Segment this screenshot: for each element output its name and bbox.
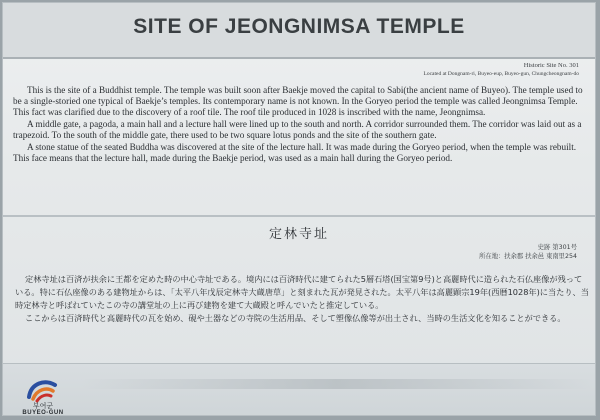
japanese-paragraph-2: ここからは百済時代と高麗時代の瓦を始め、硯や土器などの寺院の生活用品、そして塑像仏像等が出土され、当時の生活文化を知ることができる。 [25, 313, 566, 323]
japanese-location: 所在地：扶余郡 扶余邑 東南里254 [479, 253, 577, 260]
english-historic-site-number: Historic Site No. 301 [523, 62, 579, 69]
section-divider [3, 215, 595, 217]
footer-decorative-stripe [81, 379, 593, 389]
logo-korean-text: 부여군 [32, 402, 54, 410]
japanese-title: 定林寺址 [268, 227, 329, 242]
title-band [3, 3, 595, 59]
english-description [13, 85, 591, 165]
english-site-meta [359, 61, 579, 79]
japanese-historic-site-number: 史跡 第301号 [537, 244, 577, 251]
japanese-description [15, 273, 589, 325]
logo-english-text: BUYEO-GUN [22, 410, 64, 416]
information-sign [2, 2, 596, 416]
english-location: Located at Dongnam-ri, Buyeo-eup, Buyeo-gun, Chungcheongnam-do [423, 71, 579, 77]
japanese-paragraph-1: 定林寺址は百済が扶余に王都を定めた時の中心寺址である。境内には百済時代に建てられた5層石塔(国宝第9号)と高麗時代に造られた石仏座像が残っている。特に石仏座像のある建物址からは、「太平八年戊辰定林寺大蔵唐草」と刻まれた瓦が発見された。太平八年は高麗顕宗19年(西暦1028年)に当たり、当時定林寺と呼ばれていたこの寺の講堂址の上に再び建物を建て大蔵殿と呼んでいたと推定している。 [15, 274, 589, 310]
english-paragraph-2: A middle gate, a pagoda, a main hall and a lecture hall were lined up to the south and north. A corridor surrounded them. The corridor was laid out as a trapezoid. To the south of the middle gate, there used to be two square lotus ponds and the site of the southern gate. [13, 119, 582, 140]
sign-title: SITE OF JEONGNIMSA TEMPLE [133, 15, 465, 38]
footer-band [3, 363, 595, 416]
english-paragraph-1: This is the site of a Buddhist temple. The temple was built soon after Baekje moved the capital to Sabi(the ancient name of Buyeo). The temple used to be a single-storied one typical of Baekje’s temples. Its contemporary name is not known. In the Goryeo period the temple was called Jeongnimsa Temple. This fact was clarified due to the discovery of a roof tile. The roof tile produced in 1028 is inscribed with the name, Jeongnimsa. [13, 85, 583, 117]
english-paragraph-3: A stone statue of the seated Buddha was discovered at the site of the lecture hall. It was made during the Goryeo period, when the temple was rebuilt. This face means that the lecture hall, made during the Baekje period, was used as a main hall during the Goryeo period. [13, 142, 577, 163]
japanese-site-meta [417, 243, 577, 261]
